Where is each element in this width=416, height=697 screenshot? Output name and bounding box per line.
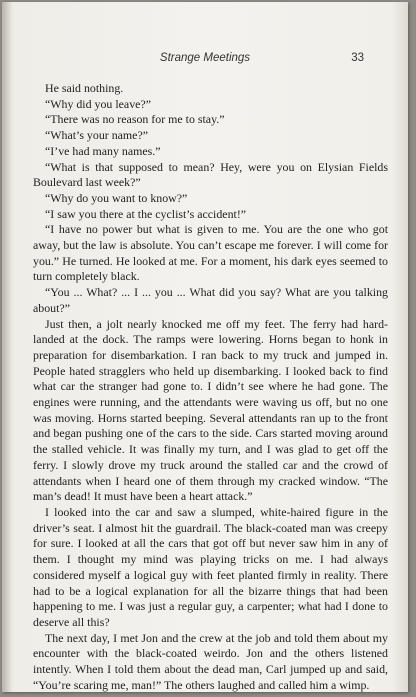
page-header bbox=[2, 52, 408, 68]
paragraph: “What’s your name?” bbox=[45, 128, 149, 143]
paragraph: I looked into the car and saw a slumped, white-haired figure in the driver’s seat. I almost hit the guardrail. The black-coated man was creepy for sure. I looked at all the cars that got off but never saw him in any of them. I thought my mind was playing tricks on me. I had always considered myself a logical guy with feet planted firmly in reality. There had to be a logical explanation for all the bizarre things that had been happening to me. I was just a regular guy, a carpenter; what had I done to deserve all this? bbox=[33, 504, 388, 629]
paragraph: The next day, I met Jon and the crew at the job and told them about my encounter with the black-coated weirdo. Jon and the others listened intently. When I told them about the dead man, Carl jumped up and said, “You’re scaring me, man!” The others laughed and called him a wimp. bbox=[33, 630, 388, 692]
paragraph: “What is that supposed to mean? Hey, were you on Elysian Fields Boulevard last week?” bbox=[33, 159, 388, 190]
paragraph: “I’ve had many names.” bbox=[45, 143, 161, 158]
paragraph: “You ... What? ... I ... you ... What did you say? What are you talking about?” bbox=[33, 285, 388, 315]
book-page bbox=[2, 2, 408, 692]
paragraph: “I have no power but what is given to me. You are the one who got away, but the law is absolute. You can’t escape me forever. I will come for you.” He turned. He looked at me. For a moment, his dark eyes seemed to turn completely black. bbox=[33, 222, 388, 284]
paragraph: He said nothing. bbox=[45, 81, 124, 95]
paragraph: “Why do you want to know?” bbox=[45, 190, 188, 205]
paragraph: “Why did you leave?” bbox=[45, 96, 151, 111]
page-number: 33 bbox=[351, 52, 364, 64]
paragraph: “I saw you there at the cyclist’s accident!” bbox=[45, 206, 247, 221]
body-text bbox=[33, 81, 388, 693]
running-title: Strange Meetings bbox=[159, 52, 251, 64]
paragraph: Just then, a jolt nearly knocked me off my feet. The ferry had hard-landed at the dock. The ramps were lowering. Horns began to honk in preparation for disembarkation. I ran back to my truck and jumped in. People hated stragglers who held up disembarking. I looked back to find what car the stranger had gone to. I didn’t see where he had gone. The engines were running, and the attendants were waving us off, but no one was moving. Horns started beeping. Several attendants ran up to the front and began pushing one of the cars to the side. Cars started moving around the stalled vehicle. It was finally my turn, and I was glad to get off the ferry. I slowly drove my truck around the stalled car and the crowd of attendants when I heard one of them through my cracked window. “The man’s dead! It must have been a heart attack.” bbox=[33, 316, 388, 504]
spine-shadow bbox=[2, 2, 12, 692]
paragraph: “There was no reason for me to stay.” bbox=[45, 112, 225, 127]
